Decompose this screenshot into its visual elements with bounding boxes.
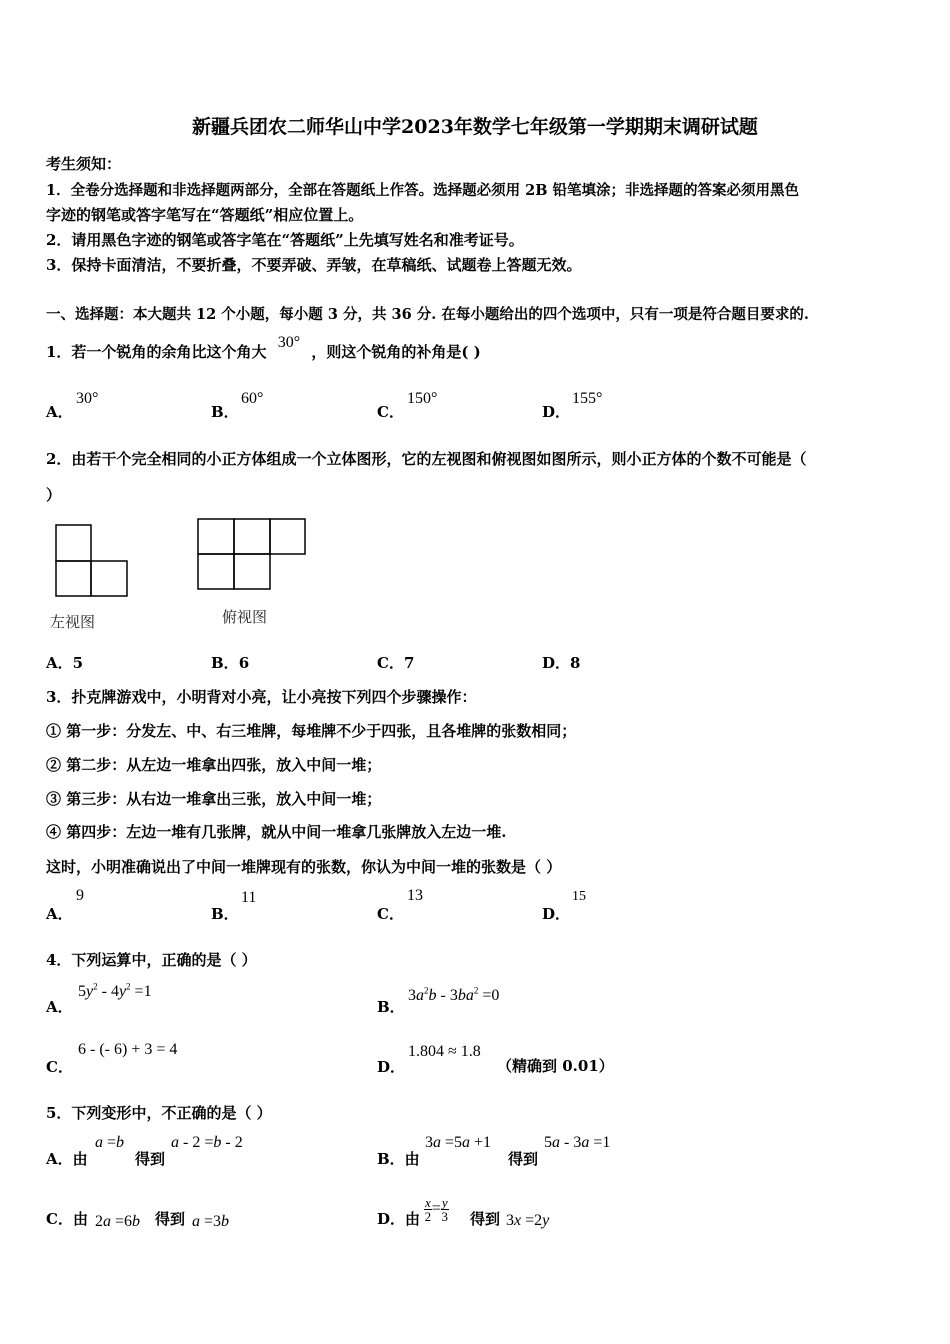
q5-option-c-get: 得到 (155, 1210, 186, 1228)
q5-option-a-premise: a =b (95, 1134, 125, 1151)
q2-option-d[interactable] (542, 652, 580, 673)
q5-option-d-get: 得到 (470, 1210, 501, 1228)
q1-option-a-label[interactable]: A． (46, 403, 73, 421)
q2-option-b-label: B． (211, 654, 239, 672)
q2-stem: 2．由若干个完全相同的小正方体组成一个立体图形，它的左视图和俯视图如图所示，则小正方体的个数不可能是（ (46, 450, 807, 468)
q3-step-4: ④ 第四步：左边一堆有几张牌，就从中间一堆拿几张牌放入左边一堆. (46, 823, 507, 841)
q2-option-c-label: C． (377, 654, 404, 672)
q5-option-d-label[interactable]: D．由 (377, 1210, 421, 1228)
q3-step-1: ① 第一步：分发左、中、右三堆牌，每堆牌不少于四张，且各堆牌的张数相同； (46, 722, 577, 740)
q2-option-a-label: A． (46, 654, 73, 672)
q4-option-d-note: （精确到 0.01） (497, 1057, 614, 1075)
q1-stem-a: 1．若一个锐角的余角比这个角大 (46, 343, 267, 361)
q4-option-d-label[interactable]: D． (377, 1058, 406, 1076)
top-view-cell (270, 519, 305, 554)
q4-option-a-label[interactable]: A． (46, 998, 73, 1016)
notice-line-2: 2．请用黑色字迹的钢笔或答字笔在“答题纸”上先填写姓名和准考证号。 (46, 231, 524, 249)
q4-option-c-expr: 6 - (- 6) + 3 = 4 (78, 1041, 178, 1058)
q3-step-2: ② 第二步：从左边一堆拿出四张，放入中间一堆； (46, 756, 382, 774)
q4-option-a-expr: $5y^2 - 4y^2 =1$ (78, 981, 152, 1000)
top-view-cell (234, 519, 270, 554)
q1-stem (46, 334, 481, 362)
top-view-cell (234, 554, 270, 589)
q3-option-a-label[interactable]: A． (46, 905, 73, 923)
q1-option-b-label[interactable]: B． (211, 403, 239, 421)
q3-option-b-value: 11 (241, 889, 257, 906)
section-heading: 一、选择题：本大题共 12 个小题，每小题 3 分，共 36 分. 在每小题给出的四个选项中，只有一项是符合题目要求的. (46, 306, 809, 323)
q4-option-b-label[interactable]: B． (377, 998, 405, 1016)
q1-option-c-value: 150° (407, 390, 438, 407)
q1-option-c-label[interactable]: C． (377, 403, 404, 421)
top-view-cell (198, 519, 234, 554)
left-view-figure (50, 520, 135, 600)
q2-option-a-value: 5 (72, 654, 84, 672)
q3-option-c-label[interactable]: C． (377, 905, 404, 923)
q2-option-b-value: 6 (238, 654, 250, 672)
q4-option-b-expr: $3a^2b - 3ba^2 =0$ (408, 985, 500, 1004)
q4-option-c-label[interactable]: C． (46, 1058, 73, 1076)
fraction-x-over-2: $\frac{x}{2}$ (424, 1195, 432, 1224)
q5-option-a-label[interactable]: A．由 (46, 1150, 88, 1168)
q3-option-d-value: 15 (572, 889, 586, 904)
fraction-y-over-3: $\frac{y}{3}$ (441, 1195, 448, 1224)
left-view-cell (56, 525, 91, 561)
q2-option-c-value: 7 (403, 654, 415, 672)
q3-question: 这时，小明准确说出了中间一堆牌现有的张数，你认为中间一堆的张数是（ ） (46, 858, 562, 876)
q5-stem: 5．下列变形中，不正确的是（ ） (46, 1104, 272, 1122)
q5-option-d-result: 3x =2y (506, 1212, 550, 1229)
q5-option-c-premise: 2a =6b (95, 1213, 141, 1230)
q2-option-b[interactable] (211, 652, 249, 673)
q5-option-c-result: a =3b (192, 1213, 230, 1230)
notice-line-1: 1．全卷分选择题和非选择题两部分，全部在答题纸上作答。选择题必须用 2B 铅笔填涂；非选择题的答案必须用黑色 (46, 182, 800, 199)
q5-option-b-result: 5a - 3a =1 (544, 1134, 611, 1151)
q2-option-c[interactable] (377, 652, 414, 673)
q3-option-c-value: 13 (407, 887, 423, 904)
q1-option-d-label[interactable]: D． (542, 403, 571, 421)
q5-option-c-label[interactable]: C．由 (46, 1210, 88, 1228)
q1-stem-b: ，则这个锐角的补角是( ) (311, 343, 481, 361)
top-view-label: 俯视图 (222, 608, 268, 626)
q4-stem: 4．下列运算中，正确的是（ ） (46, 951, 257, 969)
left-view-label: 左视图 (50, 613, 96, 631)
q2-option-d-label: D． (542, 654, 571, 672)
q5-option-a-result: a - 2 =b - 2 (171, 1134, 243, 1151)
q4-option-d-expr: 1.804 ≈ 1.8 (408, 1043, 481, 1060)
notice-line-1b: 字迹的钢笔或答字笔写在“答题纸”相应位置上。 (46, 206, 364, 224)
q1-option-a-value: 30° (76, 390, 99, 407)
q3-option-b-label[interactable]: B． (211, 905, 239, 923)
q3-step-3: ③ 第三步：从右边一堆拿出三张，放入中间一堆； (46, 790, 382, 808)
q5-option-a-get: 得到 (135, 1150, 166, 1168)
q1-option-d-value: 155° (572, 390, 603, 407)
q3-option-a-value: 9 (76, 887, 84, 904)
q1-option-b-value: 60° (241, 390, 264, 407)
q1-angle: 30° (277, 334, 301, 351)
notice-heading: 考生须知： (46, 155, 122, 173)
q2-option-a[interactable] (46, 652, 83, 673)
q5-option-b-get: 得到 (508, 1150, 539, 1168)
q2-option-d-value: 8 (570, 654, 581, 672)
top-view-figure (195, 515, 310, 593)
left-view-cell (91, 561, 127, 596)
q3-option-d-label[interactable]: D． (542, 905, 571, 923)
q2-stem-close: ） (46, 486, 62, 504)
q5-option-b-label[interactable]: B．由 (377, 1150, 420, 1168)
top-view-cell (198, 554, 234, 589)
q5-option-b-premise: 3a =5a +1 (425, 1134, 492, 1151)
left-view-cell (56, 561, 91, 596)
page-title: 新疆兵团农二师华山中学2023年数学七年级第一学期期末调研试题 (192, 116, 758, 138)
notice-line-3: 3．保持卡面清洁，不要折叠，不要弄破、弄皱，在草稿纸、试题卷上答题无效。 (46, 256, 582, 274)
q3-stem: 3．扑克牌游戏中，小明背对小亮，让小亮按下列四个步骤操作： (46, 688, 477, 706)
q5-option-d-premise: $\frac{x}{2}$ = $\frac{y}{3}$ (424, 1195, 448, 1224)
